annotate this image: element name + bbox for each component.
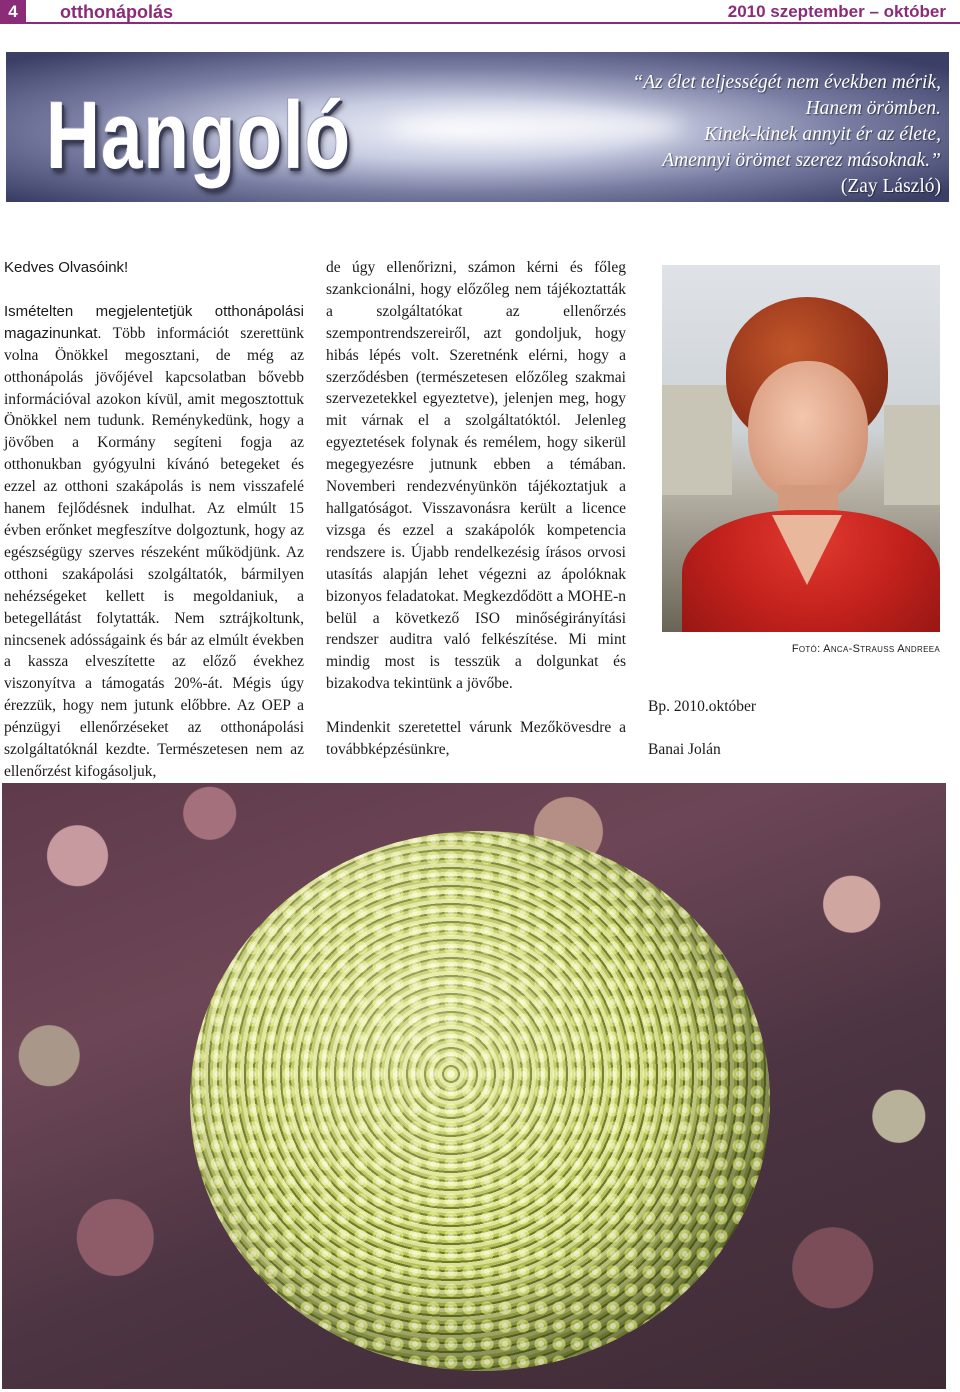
background-building	[884, 405, 940, 505]
issue-date: 2010 szeptember – október	[727, 2, 946, 21]
quote-line: Hanem örömben.	[805, 98, 941, 119]
article-column-2	[326, 257, 626, 761]
portrait-face	[748, 361, 868, 501]
article-paragraph: de úgy ellenőrizni, számon kérni és főleg szankcionálni, hogy előzőleg nem tájékoztatták a szolgáltatókat az ellenőrzés szempontrendszereiről, azt gondoljuk, hogy hibás lépés volt. Szeretnénk elérni, hogy a szerződésben (természetesen előzőleg szakmai szervezetekkel egyeztetve), jelenjen meg, hogy mit várnak el a szolgáltatóktól. Jelenleg egyeztetések folynak és remélem, hogy sikerül megegyezésre jutnunk ebben a témában. Novemberi rendezvényünkön tájékoztatjuk a hallgatóságot. Visszavonásra került a licence vizsga és ezzel a szakápolók kompetencia rendszere is. Újabb rendelkezésig írásos orvosi utasítás alapján lehet végezni az ápolóknak bizonyos feladatokat. Megkezdődött a MOHE-n belül a következő ISO minőségirányítási rendszer auditra való felkészítése. Mi mint mindig most is tesszük a dolgunkat és bizakodva tekintünk a jövőbe.	[326, 259, 626, 693]
quote-line: Amennyi örömet szerez másoknak.”	[662, 150, 941, 171]
quote-line: “Az élet teljességét nem években mérik,	[632, 72, 941, 93]
page-number: 4	[0, 0, 26, 24]
closing-line: Mindenkit szeretettel várunk Mezőkövesdre a továbbképzésünkre,	[326, 719, 626, 759]
author-portrait	[662, 265, 940, 632]
quote-line: Kinek-kinek annyit ér az élete,	[704, 124, 941, 145]
banner-title: Hangoló	[46, 82, 351, 189]
chrysanthemum-blossoms	[190, 831, 770, 1371]
salutation: Kedves Olvasóink!	[4, 259, 129, 276]
photo-credit: Fotó: Anca-Strauss Andreea	[791, 643, 940, 655]
section-title: otthonápolás	[60, 2, 173, 22]
article-intro: Ismételten megjelentetjük otthonápolási magazinunkat.	[4, 302, 304, 342]
article-paragraph	[4, 301, 304, 783]
place-date: Bp. 2010.október	[648, 698, 757, 715]
chrysanthemum-photo	[2, 783, 946, 1389]
quote-author: (Zay László)	[840, 176, 941, 197]
title-banner	[6, 52, 949, 202]
page-header	[0, 0, 960, 24]
banner-quote	[521, 70, 941, 200]
background-building	[662, 385, 732, 495]
author-signature: Banai Jolán	[648, 741, 721, 758]
article-column-1	[4, 257, 304, 783]
article-text: Több információt szerettünk volna Önökkel megosztani, de még az otthonápolás jövőjével kapcsolatban bővebb információval azokon kívül, amit megosztottuk Önökkel nem tudunk. Reménykedünk, hogy a jövőben a Kormány segíteni fogja az otthonukban gyógyulni kívánó betegeket és ezzel az otthoni szakápolás is nem visszafelé hanem fejlődésnek indulhat. Az elmúlt 15 évben erőnket megfeszítve dolgoztunk, hogy az egészségügy szerves részeként működjünk. Az otthoni szakápolási szolgáltatók, bármilyen nehézségeket kellett is megoldaniuk, a betegellátást folytatták. Nem sztrájkoltunk, nincsenek adósságaink és bár az elmúlt években a kassza elveszítette az előző évekhez viszonyítva a támogatás 20%-át. Mégis úgy érezzük, hogy nem jutunk előbbre. Az OEP a pénzügyi ellenőrzéseket az otthonápolási szolgáltatóknál kezdte. Természetesen nem az ellenőrzést kifogásoljuk,	[4, 324, 304, 780]
